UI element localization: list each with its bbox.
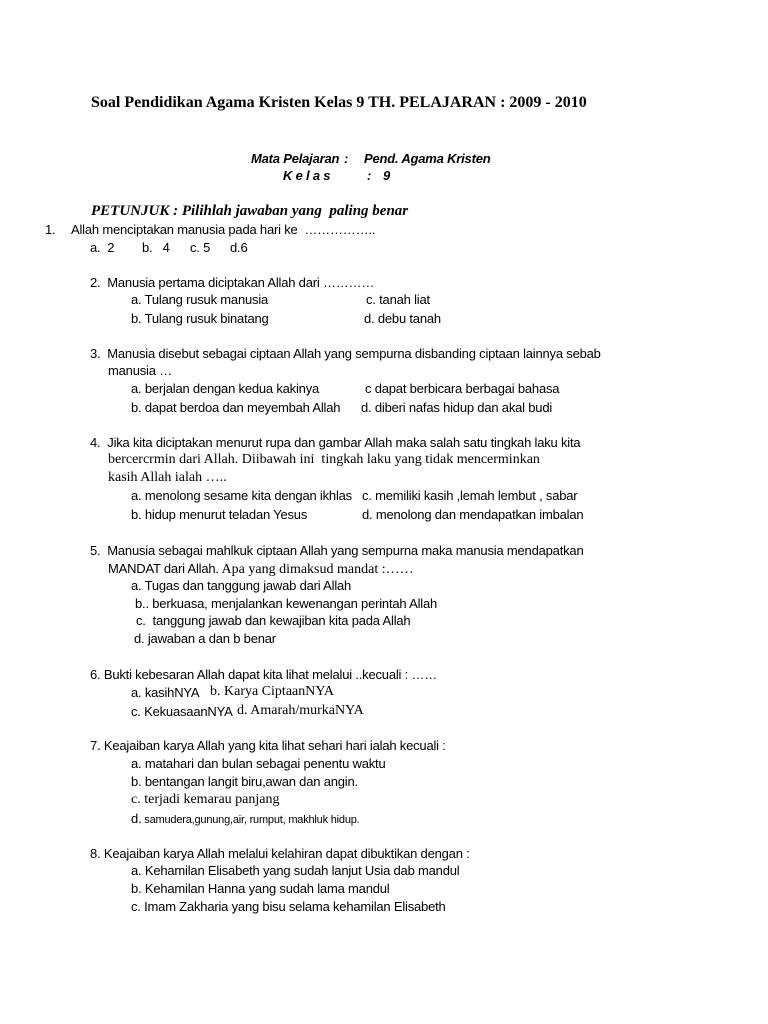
option-a: a. Tulang rusuk manusia — [131, 292, 269, 307]
question-text-cont: kasih Allah ialah ….. — [108, 470, 227, 485]
subject-label: Mata Pelajaran — [251, 151, 340, 166]
subject-value: Pend. Agama Kristen — [364, 151, 491, 166]
option-b: b. bentangan langit biru,awan dan angin. — [131, 774, 358, 789]
class-separator: : — [367, 168, 372, 183]
option-d: d. diberi nafas hidup dan akal budi — [361, 400, 553, 415]
option-letter: d. — [131, 811, 142, 826]
option-c: c. KekuasaanNYA — [131, 704, 233, 719]
instructions: PETUNJUK : Pilihlah jawaban yang paling benar — [91, 203, 409, 219]
question-text: 4. Jika kita diciptakan menurut rupa dan gambar Allah maka salah satu tingkah laku kita — [90, 435, 581, 450]
question-text-part: Apa yang dimaksud mandat :…… — [218, 562, 414, 577]
option-d: d. menolong dan mendapatkan imbalan — [362, 507, 584, 522]
question-text-cont: manusia … — [108, 363, 172, 378]
option-c: c. tanah liat — [366, 292, 430, 307]
option-d: d.6 — [230, 240, 248, 255]
option-b: b. Kehamilan Hanna yang sudah lama mandul — [131, 881, 390, 896]
question-text: 5. Manusia sebagai mahlkuk ciptaan Allah yang sempurna maka manusia mendapatkan — [90, 543, 584, 558]
question-text: 6. Bukti kebesaran Allah dapat kita lihat melalui ..kecuali : …… — [90, 667, 438, 682]
option-a: a. menolong sesame kita dengan ikhlas — [131, 488, 352, 503]
option-text: samudera,gunung,air, rumput, makhluk hidup. — [141, 814, 360, 826]
option-d: d. debu tanah — [364, 311, 441, 326]
option-b: b. Tulang rusuk binatang — [131, 311, 269, 326]
option-a: a. matahari dan bulan sebagai penentu waktu — [131, 756, 386, 771]
question-text-cont — [108, 561, 414, 577]
option-b: b. hidup menurut teladan Yesus — [131, 507, 308, 522]
question-text: 8. Keajaiban karya Allah melalui kelahiran dapat dibuktikan dengan : — [90, 846, 470, 861]
option-d: d. Amarah/murkaNYA — [237, 703, 364, 718]
option-c: c. memiliki kasih ,lemah lembut , sabar — [362, 488, 578, 503]
option-b: b. 4 — [142, 240, 170, 255]
option-c: c. Imam Zakharia yang bisu selama kehamilan Elisabeth — [131, 899, 446, 914]
option-c: c dapat berbicara berbagai bahasa — [365, 381, 560, 396]
page-title: Soal Pendidikan Agama Kristen Kelas 9 TH. PELAJARAN : 2009 - 2010 — [91, 94, 587, 111]
question-text: 2. Manusia pertama diciptakan Allah dari ………… — [90, 275, 375, 290]
option-c: c. 5 — [190, 240, 211, 255]
option-a: a. Kehamilan Elisabeth yang sudah lanjut Usia dab mandul — [131, 863, 460, 878]
class-value: 9 — [383, 168, 391, 183]
option-a: a. Tugas dan tanggung jawab dari Allah — [131, 578, 352, 593]
option-b: b. Karya CiptaanNYA — [210, 684, 335, 699]
option-d: d. jawaban a dan b benar — [134, 631, 276, 646]
question-text: 7. Keajaiban karya Allah yang kita lihat sehari hari ialah kecuali : — [90, 738, 446, 753]
option-b: b. dapat berdoa dan meyembah Allah — [131, 400, 341, 415]
question-number: 1. — [45, 222, 56, 237]
option-a: a. berjalan dengan kedua kakinya — [131, 381, 320, 396]
option-a: a. 2 — [90, 240, 115, 255]
question-text-part: MANDAT dari Allah. — [108, 561, 219, 576]
question-text-cont: bercercrmin dari Allah. Diibawah ini tingkah laku yang tidak mencerminkan — [108, 452, 540, 467]
question-text: Allah menciptakan manusia pada hari ke …………….. — [71, 222, 376, 237]
subject-separator: : — [344, 151, 349, 166]
question-text: 3. Manusia disebut sebagai ciptaan Allah yang sempurna disbanding ciptaan lainnya sebab — [90, 346, 601, 361]
option-c: c. terjadi kemarau panjang — [131, 792, 280, 807]
option-a: a. kasihNYA — [131, 685, 200, 700]
class-label: K e l a s — [283, 168, 331, 183]
option-c: c. tanggung jawab dan kewajiban kita pada Allah — [136, 613, 411, 628]
option-d — [131, 811, 360, 827]
option-b: b.. berkuasa, menjalankan kewenangan perintah Allah — [135, 596, 438, 611]
